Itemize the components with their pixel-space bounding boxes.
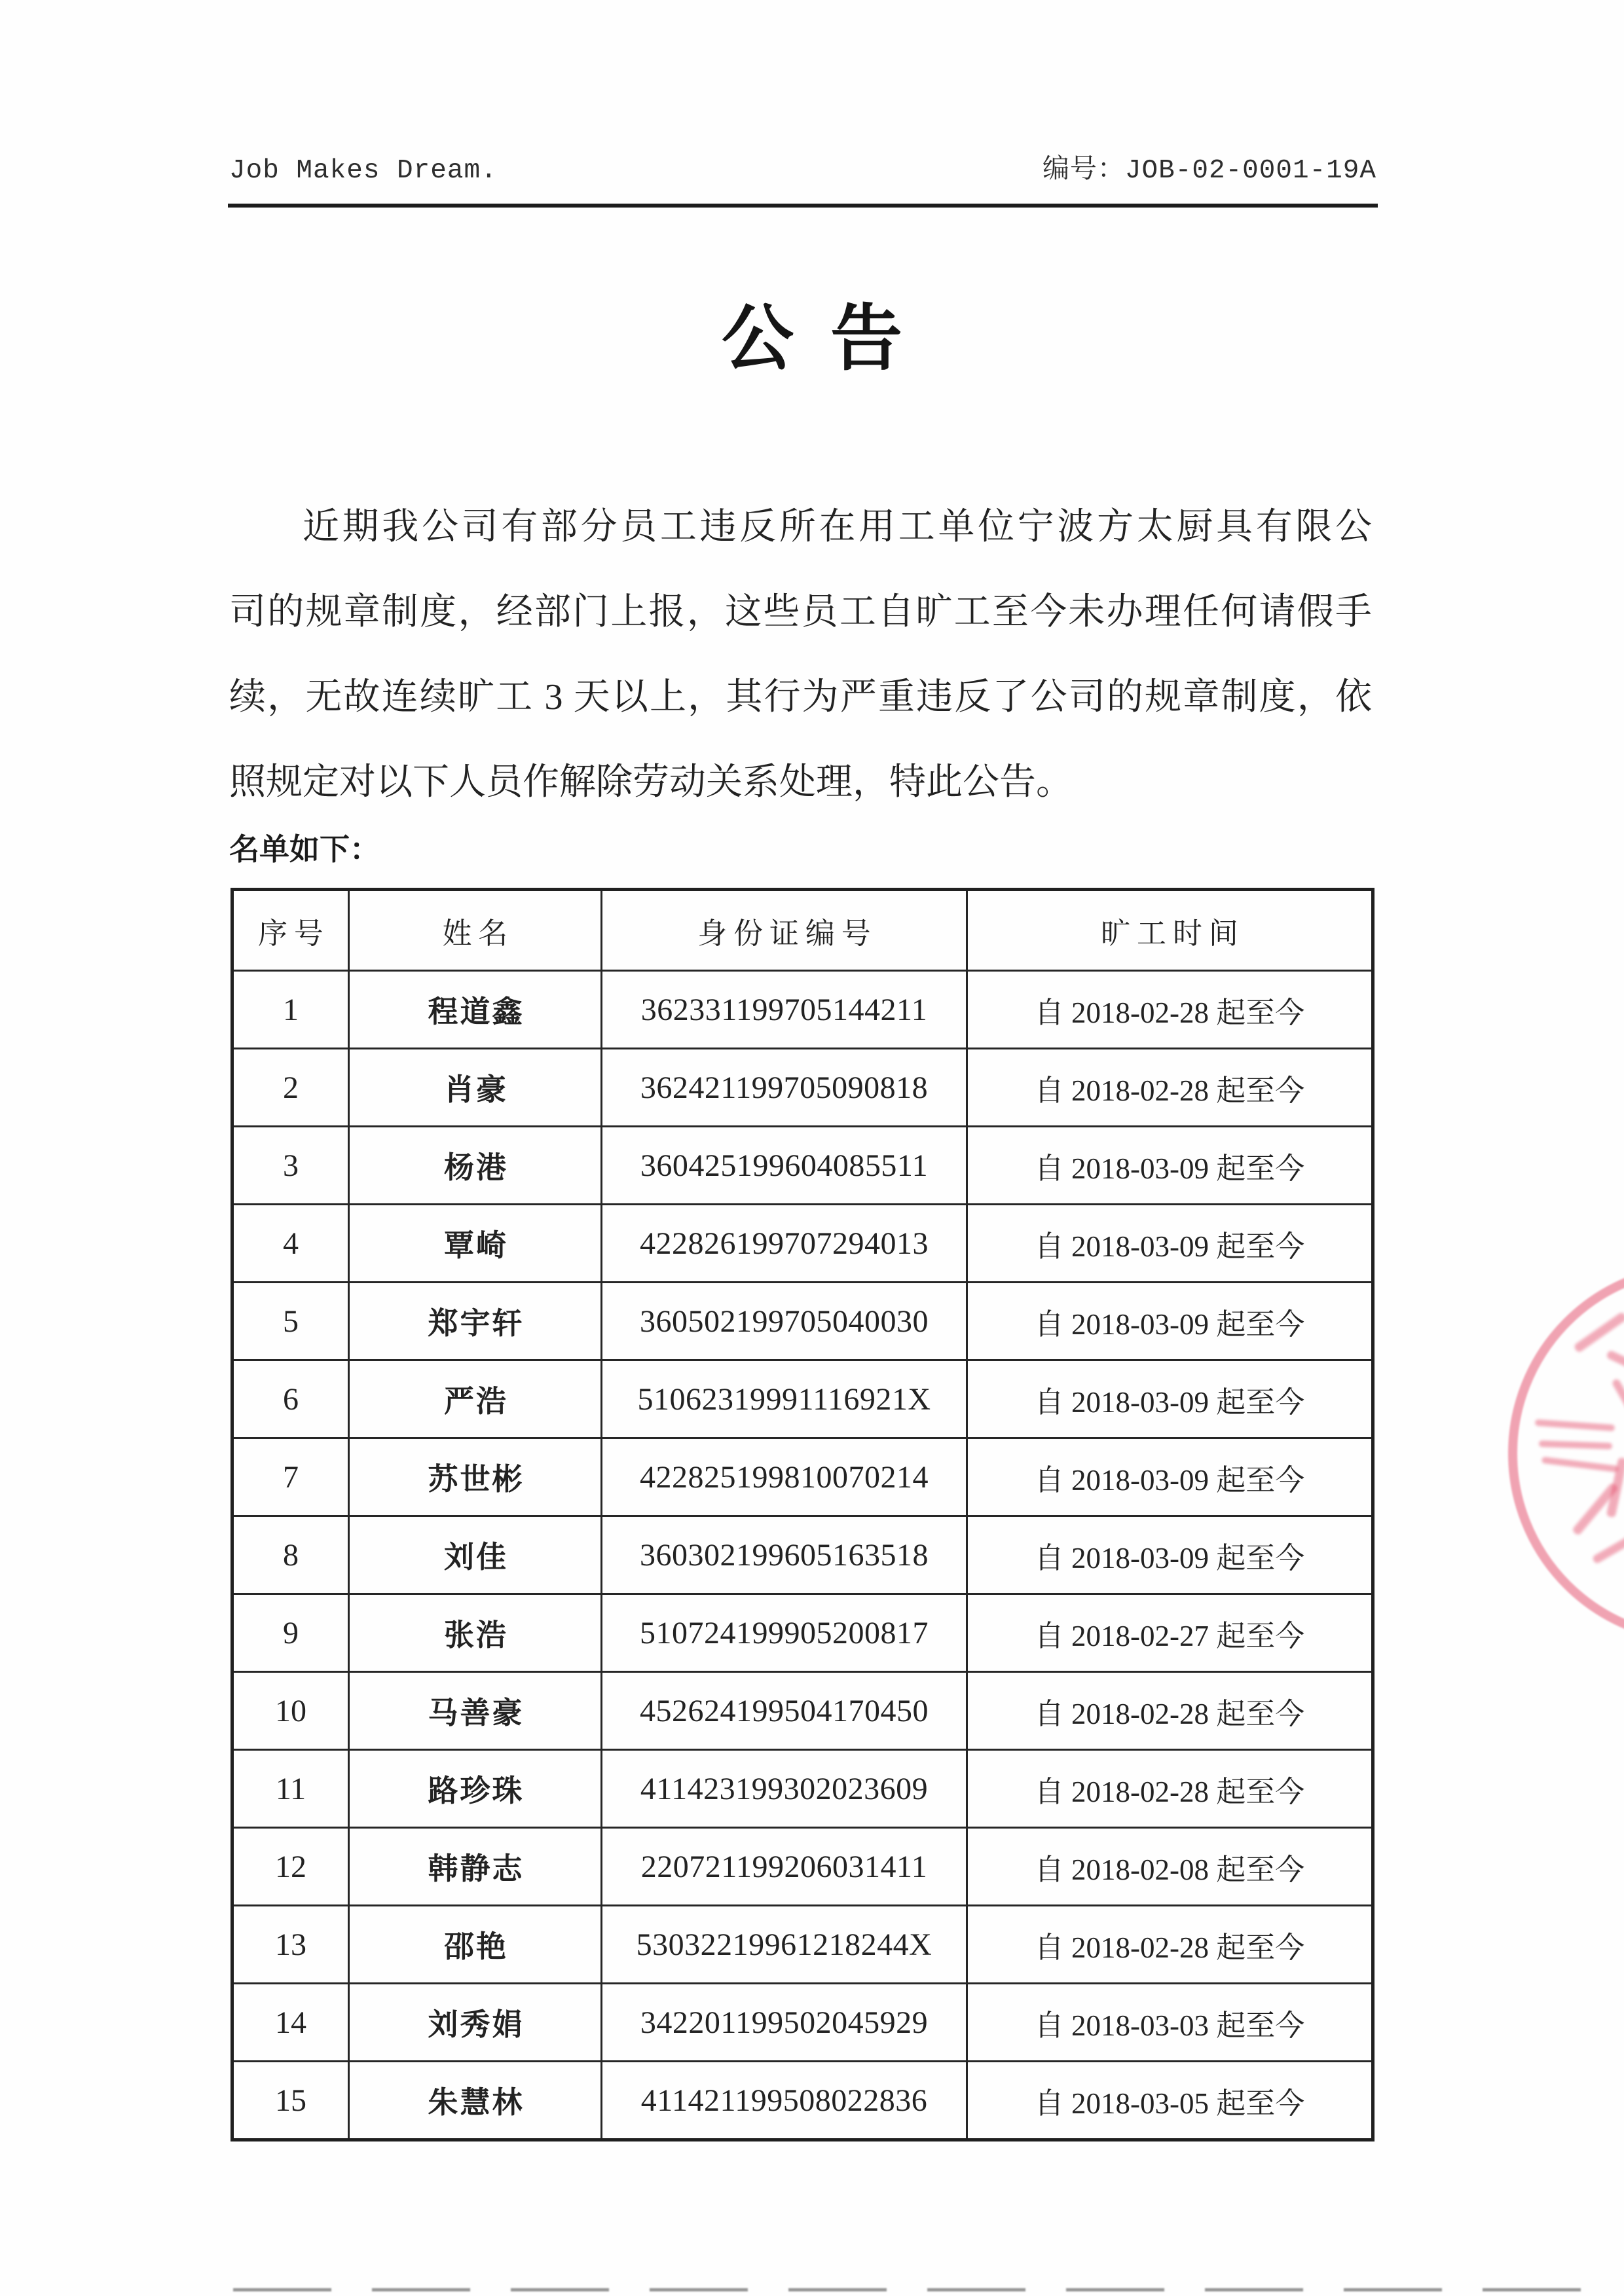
company-slogan: Job Makes Dream. bbox=[229, 156, 498, 186]
id-number: 360302199605163518 bbox=[602, 1516, 967, 1594]
absence-period: 自 2018-03-09 起至今 bbox=[967, 1516, 1373, 1594]
absence-period: 自 2018-02-28 起至今 bbox=[967, 1672, 1373, 1750]
absence-period: 自 2018-03-09 起至今 bbox=[967, 1205, 1373, 1283]
col-header-absence-period: 旷工时间 bbox=[967, 890, 1373, 971]
paragraph-line: 照规定对以下人员作解除劳动关系处理，特此公告。 bbox=[229, 762, 1073, 803]
table-row bbox=[232, 1516, 1373, 1594]
employee-name: 杨港 bbox=[349, 1127, 602, 1205]
header-rule bbox=[228, 204, 1378, 208]
row-index: 7 bbox=[232, 1438, 349, 1516]
absence-period: 自 2018-03-05 起至今 bbox=[967, 2062, 1373, 2140]
col-header-name: 姓名 bbox=[349, 890, 602, 971]
notice-title: 公 告 bbox=[721, 299, 912, 379]
row-index: 13 bbox=[232, 1906, 349, 1984]
id-number: 452624199504170450 bbox=[602, 1672, 967, 1750]
absence-period: 自 2018-03-09 起至今 bbox=[967, 1438, 1373, 1516]
id-number: 342201199502045929 bbox=[602, 1984, 967, 2062]
absence-period: 自 2018-02-28 起至今 bbox=[967, 971, 1373, 1049]
col-header-index: 序号 bbox=[232, 890, 349, 971]
table-row bbox=[232, 1127, 1373, 1205]
id-number: 360502199705040030 bbox=[602, 1283, 967, 1360]
employee-name: 苏世彬 bbox=[349, 1438, 602, 1516]
id-number: 53032219961218244X bbox=[602, 1906, 967, 1984]
row-index: 6 bbox=[232, 1360, 349, 1438]
table-row bbox=[232, 1205, 1373, 1283]
notice-table-body bbox=[232, 971, 1373, 2140]
row-index: 4 bbox=[232, 1205, 349, 1283]
id-number: 411423199302023609 bbox=[602, 1750, 967, 1828]
id-number: 411421199508022836 bbox=[602, 2062, 967, 2140]
employee-name: 刘佳 bbox=[349, 1516, 602, 1594]
row-index: 2 bbox=[232, 1049, 349, 1127]
id-number: 220721199206031411 bbox=[602, 1828, 967, 1906]
employee-name: 张浩 bbox=[349, 1594, 602, 1672]
absence-period: 自 2018-02-28 起至今 bbox=[967, 1750, 1373, 1828]
absence-period: 自 2018-02-28 起至今 bbox=[967, 1049, 1373, 1127]
absence-period: 自 2018-02-08 起至今 bbox=[967, 1828, 1373, 1906]
row-index: 5 bbox=[232, 1283, 349, 1360]
employee-name: 刘秀娟 bbox=[349, 1984, 602, 2062]
paragraph-line: 续，无故连续旷工 3 天以上，其行为严重违反了公司的规章制度，依 bbox=[229, 677, 1372, 718]
table-row bbox=[232, 1438, 1373, 1516]
row-index: 11 bbox=[232, 1750, 349, 1828]
id-number: 422825199810070214 bbox=[602, 1438, 967, 1516]
id-number: 422826199707294013 bbox=[602, 1205, 967, 1283]
table-row bbox=[232, 1906, 1373, 1984]
table-row bbox=[232, 1984, 1373, 2062]
absence-period: 自 2018-03-09 起至今 bbox=[967, 1127, 1373, 1205]
table-row bbox=[232, 1283, 1373, 1360]
row-index: 12 bbox=[232, 1828, 349, 1906]
table-row bbox=[232, 1049, 1373, 1127]
table-row bbox=[232, 1828, 1373, 1906]
employee-table bbox=[231, 888, 1375, 2141]
paragraph-line: 近期我公司有部分员工违反所在用工单位宁波方太厨具有限公 bbox=[303, 507, 1372, 547]
employee-name: 韩静志 bbox=[349, 1828, 602, 1906]
employee-name: 覃崎 bbox=[349, 1205, 602, 1283]
row-index: 10 bbox=[232, 1672, 349, 1750]
absence-period: 自 2018-02-28 起至今 bbox=[967, 1906, 1373, 1984]
id-number: 510724199905200817 bbox=[602, 1594, 967, 1672]
id-number: 362421199705090818 bbox=[602, 1049, 967, 1127]
row-index: 1 bbox=[232, 971, 349, 1049]
paragraph-line: 司的规章制度，经部门上报，这些员工自旷工至今未办理任何请假手 bbox=[229, 592, 1372, 632]
employee-name: 严浩 bbox=[349, 1360, 602, 1438]
id-number: 360425199604085511 bbox=[602, 1127, 967, 1205]
table-row bbox=[232, 2062, 1373, 2140]
employee-name: 郑宇轩 bbox=[349, 1283, 602, 1360]
row-index: 14 bbox=[232, 1984, 349, 2062]
table-header-row bbox=[232, 890, 1373, 971]
table-row bbox=[232, 1750, 1373, 1828]
page-header bbox=[229, 147, 1376, 186]
employee-name: 朱慧林 bbox=[349, 2062, 602, 2140]
row-index: 9 bbox=[232, 1594, 349, 1672]
list-intro-label: 名单如下： bbox=[229, 832, 380, 866]
employee-name: 路珍珠 bbox=[349, 1750, 602, 1828]
absence-period: 自 2018-03-09 起至今 bbox=[967, 1360, 1373, 1438]
table-row bbox=[232, 1360, 1373, 1438]
absence-period: 自 2018-02-27 起至今 bbox=[967, 1594, 1373, 1672]
row-index: 3 bbox=[232, 1127, 349, 1205]
document-number: 编号：JOB-02-0001-19A bbox=[1042, 156, 1376, 186]
row-index: 8 bbox=[232, 1516, 349, 1594]
red-seal-stamp-icon bbox=[1508, 1263, 1624, 1644]
employee-name: 邵艳 bbox=[349, 1906, 602, 1984]
id-number: 51062319991116921X bbox=[602, 1360, 967, 1438]
id-number: 362331199705144211 bbox=[602, 971, 967, 1049]
table-row bbox=[232, 1594, 1373, 1672]
col-header-id-number: 身份证编号 bbox=[602, 890, 967, 971]
table-row bbox=[232, 971, 1373, 1049]
employee-name: 马善豪 bbox=[349, 1672, 602, 1750]
absence-period: 自 2018-03-03 起至今 bbox=[967, 1984, 1373, 2062]
row-index: 15 bbox=[232, 2062, 349, 2140]
employee-name: 肖豪 bbox=[349, 1049, 602, 1127]
absence-period: 自 2018-03-09 起至今 bbox=[967, 1283, 1373, 1360]
employee-name: 程道鑫 bbox=[349, 971, 602, 1049]
scan-artifact-bottom bbox=[233, 2288, 1604, 2291]
table-row bbox=[232, 1672, 1373, 1750]
